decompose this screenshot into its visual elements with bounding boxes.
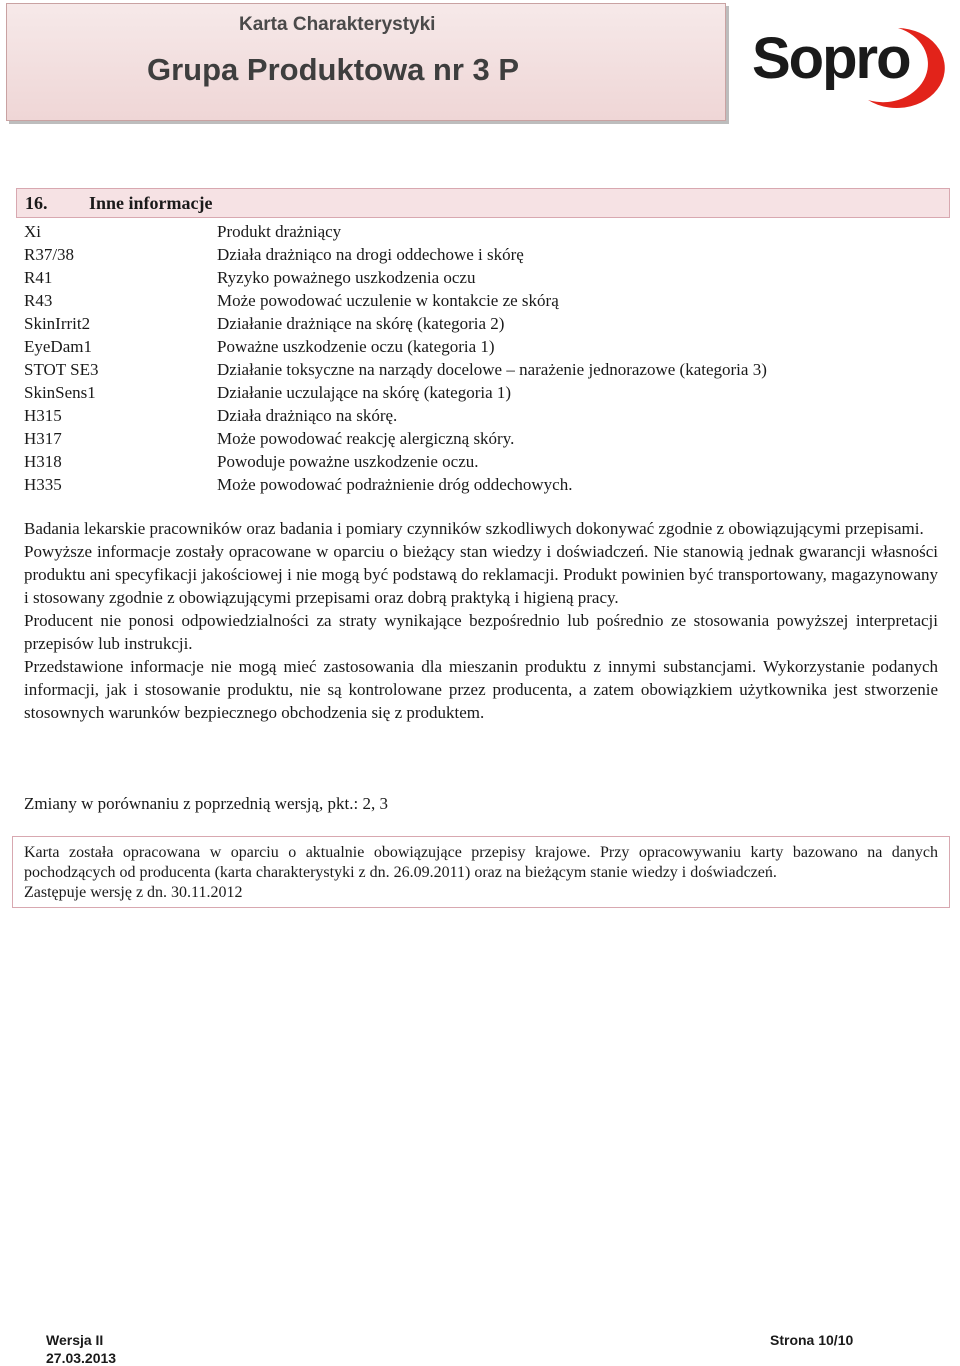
hazard-code: H317 [24,429,62,448]
hazard-code-row [24,289,944,312]
section-title: Inne informacje [89,193,213,213]
note-text: Karta została opracowana w oparciu o aktualnie obowiązujące przepisy krajowe. Przy opracowywaniu karty bazowano na danych pochodzących od producenta (karta charakterystyki z dn. 26.09.2011) oraz na bieżącym stanie wiedzy i doświadczeń. [24,844,938,881]
hazard-description: Działanie toksyczne na narządy docelowe – narażenie jednorazowe (kategoria 3) [217,360,767,379]
hazard-code-row [24,220,944,243]
hazard-description: Działa drażniąco na skórę. [217,406,398,425]
hazard-code: H335 [24,475,62,494]
changes-note: Zmiany w porównaniu z poprzednią wersją, pkt.: 2, 3 [24,794,388,813]
info-paragraphs [24,517,938,724]
hazard-code: H318 [24,452,62,471]
hazard-description: Może powodować uczulenie w kontakcie ze skórą [217,291,559,310]
paragraph-usage: Przedstawione informacje nie mogą mieć zastosowania dla mieszanin produktu z innymi substancjami. Wykorzystanie podanych informacji, jak i stosowanie produktu, nie są kontrolowane przez producenta, a zatem obowiązkiem użytkownika jest stworzenie stosownych warunków bezpiecznego obchodzenia się z produktem. [24,657,938,722]
note-replaces: Zastępuje wersję z dn. 30.11.2012 [24,884,243,901]
hazard-code-row [24,404,944,427]
section-number: 16. [25,193,48,213]
paragraph-information-basis: Powyższe informacje zostały opracowane w oparciu o bieżący stan wiedzy i doświadczeń. Nie stanowią jednak gwarancji własności produktu ani specyfikacji jakościowej i nie mogą być podstawą do reklamacji. Produkt powinien być transportowany, magazynowany i stosowany zgodnie z obowiązującymi przepisami oraz dobrą praktyką i higieną pracy. [24,542,938,607]
hazard-description: Działanie uczulające na skórę (kategoria 1) [217,383,512,402]
hazard-code: R43 [24,291,53,310]
document-title: Grupa Produktowa nr 3 P [147,52,520,87]
footer-version: Wersja II [46,1332,104,1348]
hazard-codes-list [24,220,944,496]
hazard-code-row [24,266,944,289]
hazard-code: EyeDam1 [24,337,92,356]
logo-text: Sopro [752,26,910,91]
hazard-description: Produkt drażniący [217,222,342,241]
sopro-logo [748,8,958,108]
hazard-description: Poważne uszkodzenie oczu (kategoria 1) [217,337,495,356]
hazard-code-row [24,243,944,266]
hazard-description: Powoduje poważne uszkodzenie oczu. [217,452,479,471]
hazard-description: Może powodować reakcję alergiczną skóry. [217,429,515,448]
hazard-code-row [24,427,944,450]
hazard-code-row [24,473,944,496]
hazard-description: Może powodować podrażnienie dróg oddechowych. [217,475,573,494]
hazard-code-row [24,358,944,381]
hazard-code: SkinSens1 [24,383,96,402]
hazard-code-row [24,450,944,473]
hazard-code: R37/38 [24,245,75,264]
hazard-code-row [24,312,944,335]
paragraph-liability: Producent nie ponosi odpowiedzialności za straty wynikające bezpośrednio lub pośrednio ze stosowania powyższej interpretacji przepisów lub instrukcji. [24,611,938,653]
document-subtitle: Karta Charakterystyki [239,14,436,35]
hazard-description: Działanie drażniące na skórę (kategoria 2) [217,314,505,333]
paragraph-medical-examinations: Badania lekarskie pracowników oraz badania i pomiary czynników szkodliwych dokonywać zgodnie z obowiązującymi przepisami. [24,519,924,538]
document-header [6,3,726,121]
hazard-code: R41 [24,268,53,287]
section-header [16,188,950,218]
hazard-code-row [24,381,944,404]
hazard-description: Działa drażniąco na drogi oddechowe i skórę [217,245,524,264]
footer-date: 27.03.2013 [46,1350,117,1366]
hazard-code: Xi [24,222,41,241]
hazard-description: Ryzyko poważnego uszkodzenia oczu [217,268,476,287]
hazard-code: STOT SE3 [24,360,99,379]
hazard-code-row [24,335,944,358]
hazard-code: H315 [24,406,62,425]
hazard-code: SkinIrrit2 [24,314,91,333]
document-note-box [12,836,950,908]
footer-page-number: Strona 10/10 [770,1332,854,1348]
